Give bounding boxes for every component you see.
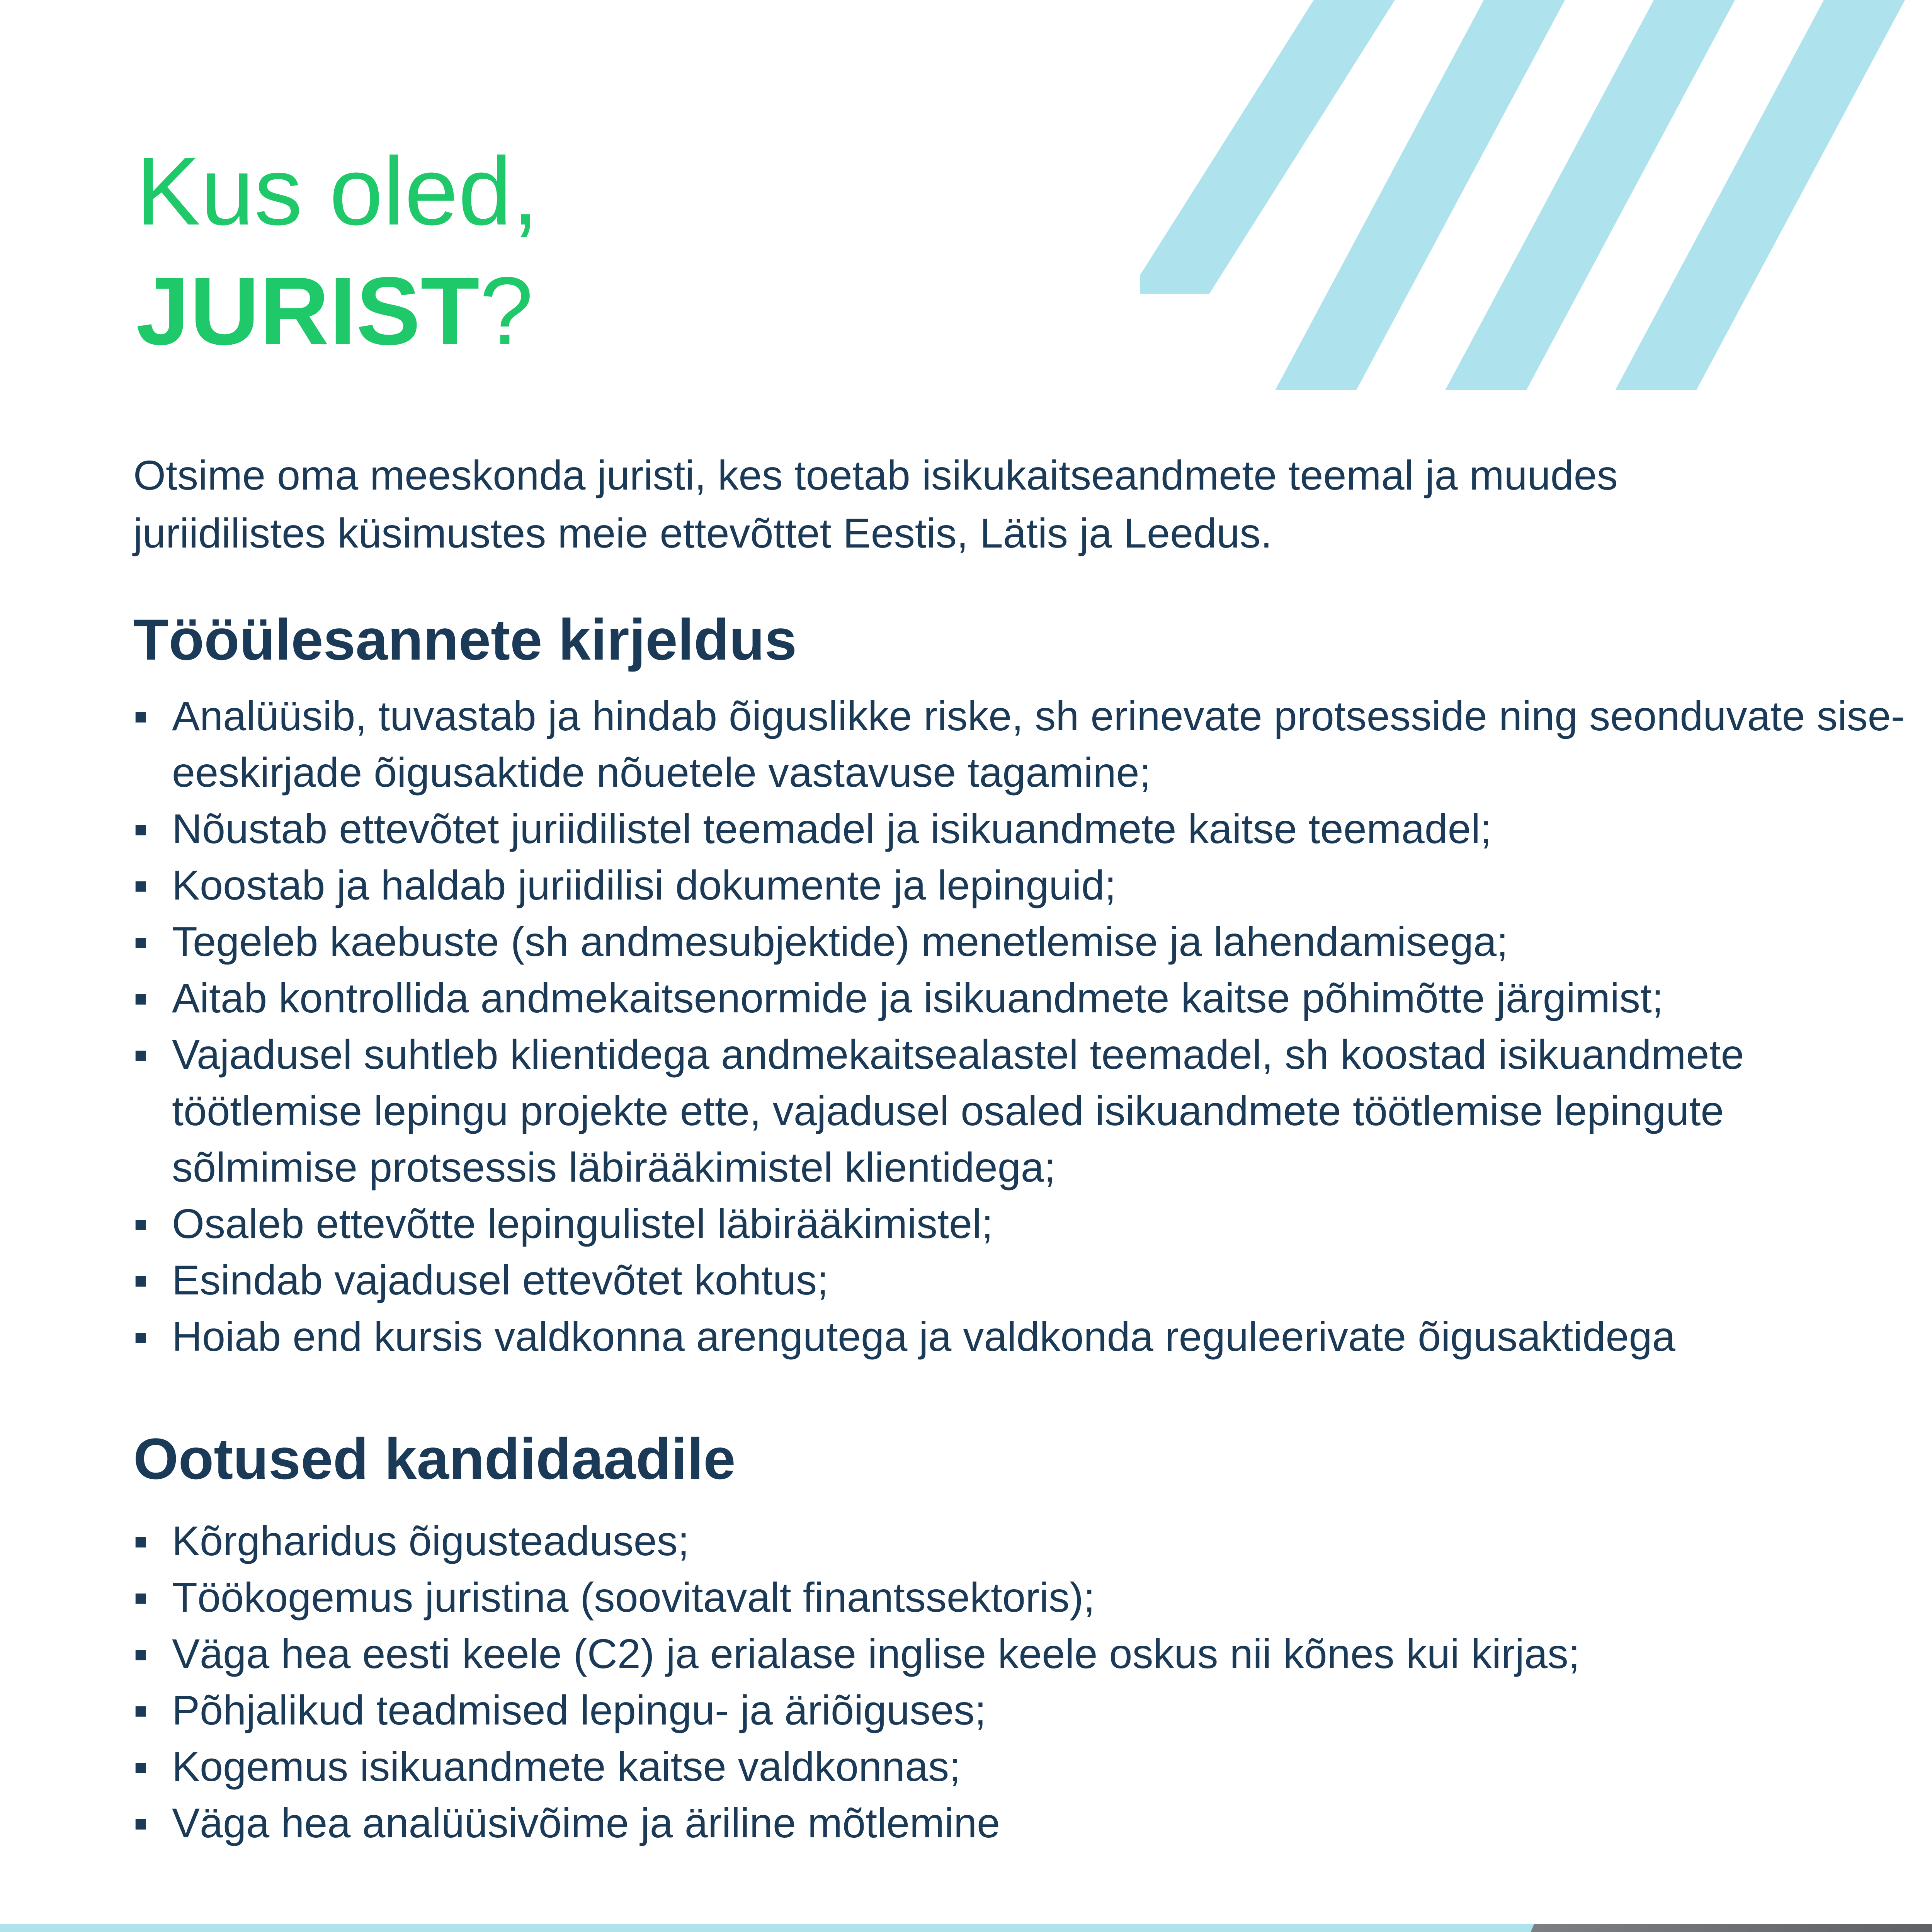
- list-item: [133, 801, 1911, 857]
- expectations-list: [133, 1513, 1911, 1851]
- list-item-text: Nõustab ettevõtet juriidilistel teemadel ja isikuandmete kaitse teemadel;: [172, 805, 1492, 852]
- bullet-icon: ▪: [133, 862, 148, 908]
- list-item: [133, 1026, 1911, 1196]
- bullet-icon: ▪: [133, 1257, 148, 1303]
- list-item: [133, 857, 1911, 913]
- scales-gavel-photo: [1318, 1924, 1932, 1932]
- bullet-icon: ▪: [133, 1200, 148, 1247]
- list-item-text: Koostab ja haldab juriidilisi dokumente ja lepinguid;: [172, 862, 1116, 908]
- list-item: [133, 688, 1911, 801]
- list-item-text: Kogemus isikuandmete kaitse valdkonnas;: [172, 1743, 961, 1790]
- list-item-text: Põhjalikud teadmised lepingu- ja äriõiguses;: [172, 1687, 986, 1733]
- list-item: [133, 1795, 1911, 1851]
- bullet-icon: ▪: [133, 1743, 148, 1790]
- bullet-icon: ▪: [133, 805, 148, 852]
- list-item-text: Aitab kontrollida andmekaitsenormide ja isikuandmete kaitse põhimõtte järgimist;: [172, 975, 1663, 1021]
- list-item: [133, 1682, 1911, 1738]
- decorative-stripes: [1140, 0, 1932, 394]
- list-item: [133, 1513, 1911, 1569]
- list-item-text: Väga hea eesti keele (C2) ja erialase inglise keele oskus nii kõnes kui kirjas;: [172, 1630, 1580, 1677]
- bullet-icon: ▪: [133, 1313, 148, 1360]
- duties-heading: Tööülesannete kirjeldus: [133, 607, 797, 672]
- list-item: [133, 1196, 1911, 1252]
- title-line-2: [136, 257, 534, 365]
- list-item-text: Analüüsib, tuvastab ja hindab õiguslikke riske, sh erinevate protsesside ning seonduvate sise-eeskirjade õigusaktide nõuetele vastavuse tagamine;: [172, 692, 1905, 796]
- title-word: JURIST: [136, 257, 480, 365]
- bullet-icon: ▪: [133, 1687, 148, 1733]
- expectations-heading: Ootused kandidaadile: [133, 1426, 736, 1491]
- list-item: [133, 913, 1911, 970]
- list-item: [133, 1738, 1911, 1795]
- bullet-icon: ▪: [133, 1517, 148, 1564]
- bullet-icon: ▪: [133, 1031, 148, 1078]
- list-item-text: Kõrgharidus õigusteaduses;: [172, 1517, 689, 1564]
- bullet-icon: ▪: [133, 918, 148, 965]
- bullet-icon: ▪: [133, 1799, 148, 1846]
- list-item-text: Vajadusel suhtleb klientidega andmekaitsealastel teemadel, sh koostad isikuandmete töötlemise lepingu projekte ette, vajadusel osaled isikuandmete töötlemise lepingute sõlmimise protsessis läbirääkimistel klientidega;: [172, 1031, 1744, 1190]
- duties-list: [133, 688, 1911, 1365]
- intro-text: Otsime oma meeskonda juristi, kes toetab isikukaitseandmete teemal ja muudes juriidilistes küsimustes meie ettevõttet Eestis, Lätis ja Leedus.: [133, 452, 1618, 556]
- list-item: [133, 1626, 1911, 1682]
- list-item-text: Väga hea analüüsivõime ja äriline mõtlemine: [172, 1799, 1000, 1846]
- list-item: [133, 1569, 1911, 1626]
- list-item-text: Osaleb ettevõtte lepingulistel läbirääkimistel;: [172, 1200, 993, 1247]
- bullet-icon: ▪: [133, 1630, 148, 1677]
- bullet-icon: ▪: [133, 1574, 148, 1621]
- list-item-text: Hoiab end kursis valdkonna arengutega ja valdkonda reguleerivate õigusaktidega: [172, 1313, 1675, 1360]
- bullet-icon: ▪: [133, 692, 148, 739]
- list-item-text: Tegeleb kaebuste (sh andmesubjektide) menetlemise ja lahendamisega;: [172, 918, 1509, 965]
- list-item-text: Esindab vajadusel ettevõtet kohtus;: [172, 1257, 829, 1303]
- list-item: [133, 970, 1911, 1026]
- bullet-icon: ▪: [133, 975, 148, 1021]
- list-item: [133, 1252, 1911, 1308]
- list-item-text: Töökogemus juristina (soovitavalt finantssektoris);: [172, 1574, 1095, 1621]
- title-question-mark: ?: [480, 257, 534, 365]
- list-item: [133, 1308, 1911, 1365]
- title-line-1: Kus oled,: [136, 137, 539, 245]
